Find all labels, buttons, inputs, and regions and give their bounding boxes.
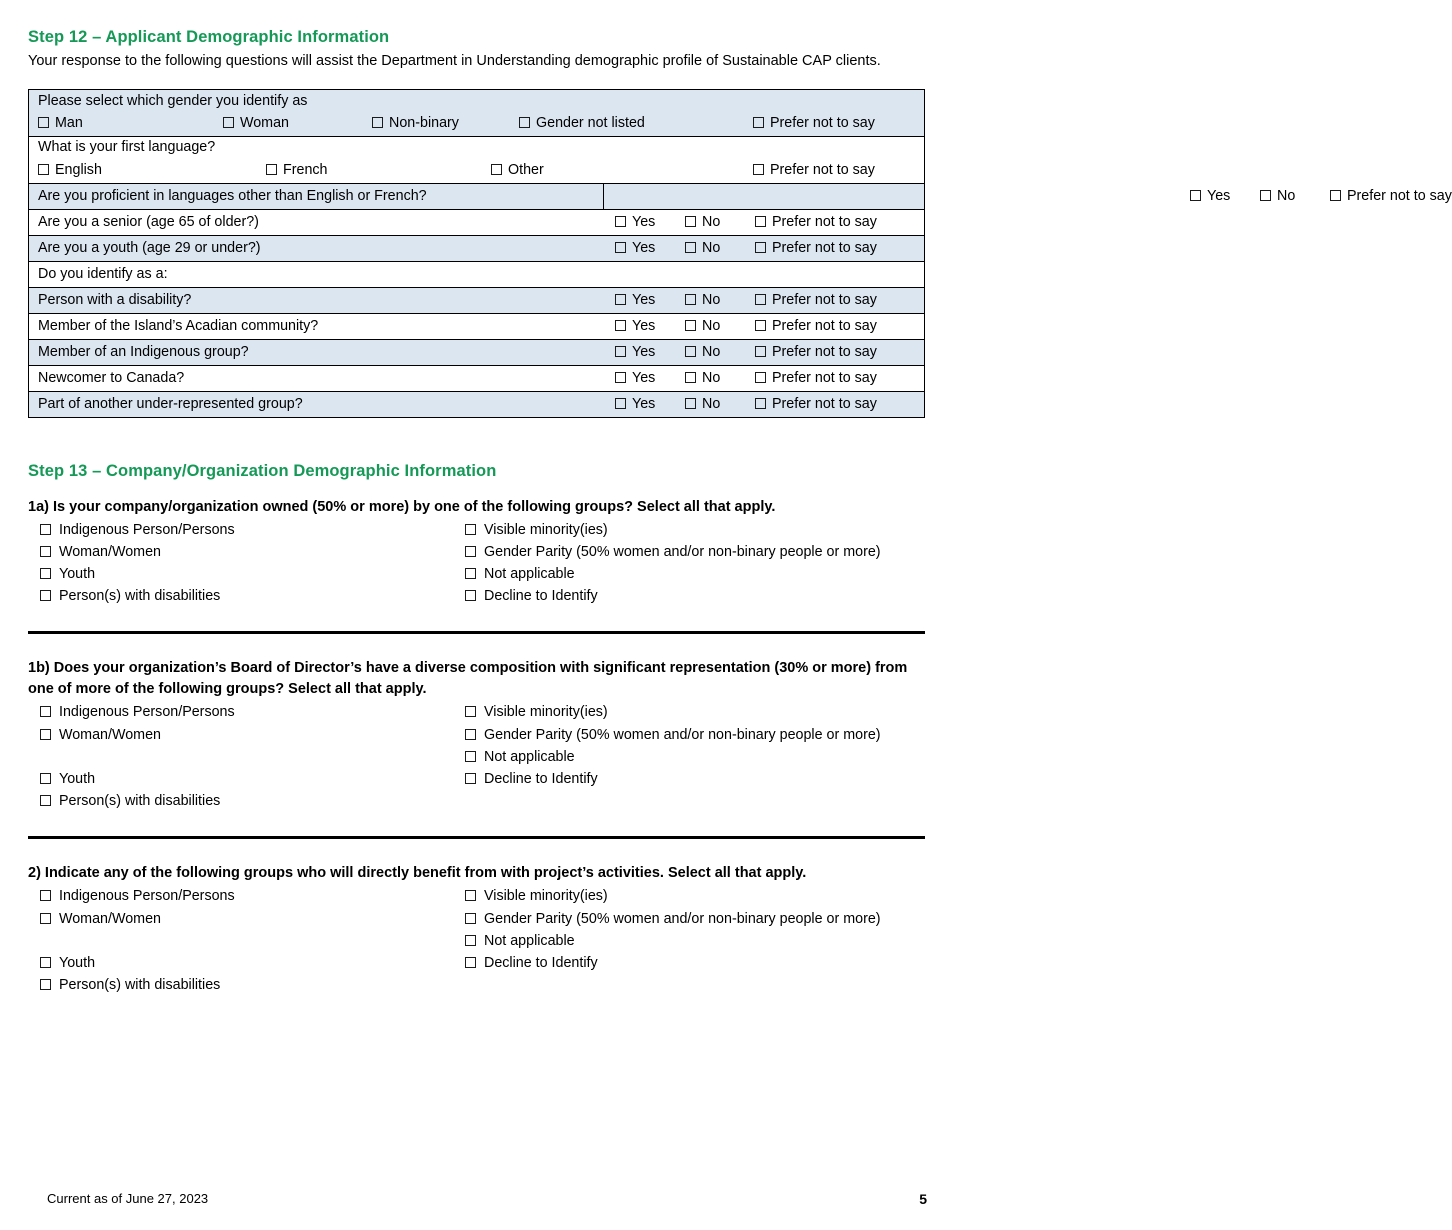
checkbox-icon[interactable] xyxy=(465,890,476,901)
checkbox-option-visible-minority[interactable] xyxy=(465,701,885,723)
checkbox-icon[interactable] xyxy=(38,117,49,128)
question-text: Person with a disability? xyxy=(38,291,192,308)
option-column-right xyxy=(465,519,905,608)
checkbox-icon[interactable] xyxy=(465,524,476,535)
checkbox-option-no[interactable] xyxy=(685,210,720,235)
checkbox-icon[interactable] xyxy=(40,524,51,535)
checkbox-option-decline-to-identify[interactable] xyxy=(465,952,885,974)
step-13-section xyxy=(28,462,925,997)
option-label: No xyxy=(702,369,721,386)
table-row-disability xyxy=(29,287,924,313)
question-label xyxy=(38,314,318,339)
option-label: No xyxy=(702,317,721,334)
checkbox-icon[interactable] xyxy=(755,398,766,409)
option-label: Prefer not to say xyxy=(772,239,877,256)
table-row-indigenous xyxy=(29,339,924,365)
checkbox-option-no[interactable] xyxy=(685,288,720,313)
checkbox-option-gender-parity[interactable] xyxy=(465,724,885,746)
option-label: Yes xyxy=(632,369,656,386)
question-2-options xyxy=(40,885,925,996)
checkbox-option-no[interactable] xyxy=(685,236,720,261)
question-label xyxy=(38,236,261,261)
option-label: Woman/Women xyxy=(59,726,161,743)
checkbox-icon[interactable] xyxy=(615,216,626,227)
option-label: Gender Parity (50% women and/or non-binary people or more) xyxy=(484,910,881,927)
table-row-gender-prompt xyxy=(29,90,924,111)
question-cell xyxy=(29,339,924,365)
checkbox-option-youth[interactable] xyxy=(40,768,465,790)
table-row-youth xyxy=(29,235,924,261)
option-label: Decline to Identify xyxy=(484,588,598,605)
identify-prompt-cell xyxy=(29,261,924,287)
checkbox-option-indigenous[interactable] xyxy=(40,519,465,541)
checkbox-option-yes[interactable] xyxy=(615,288,655,313)
question-2-text: 2) Indicate any of the following groups who will directly benefit from with project’s activities. Select all that apply. xyxy=(28,865,807,882)
question-text: Part of another under-represented group? xyxy=(38,395,303,412)
option-label: Prefer not to say xyxy=(772,369,877,386)
option-label: No xyxy=(702,239,721,256)
checkbox-icon[interactable] xyxy=(266,164,277,175)
checkbox-icon[interactable] xyxy=(755,346,766,357)
checkbox-icon[interactable] xyxy=(465,751,476,762)
option-label: Gender Parity (50% women and/or non-binary people or more) xyxy=(484,726,881,743)
checkbox-icon[interactable] xyxy=(685,216,696,227)
checkbox-option-prefer-not-to-say[interactable] xyxy=(755,236,877,261)
checkbox-icon[interactable] xyxy=(519,117,530,128)
gender-options-cell xyxy=(29,111,924,137)
option-label: Prefer not to say xyxy=(770,161,875,178)
checkbox-option-woman[interactable] xyxy=(40,724,465,746)
checkbox-option-woman[interactable] xyxy=(40,541,465,563)
option-label: Not applicable xyxy=(484,565,575,582)
option-label: Not applicable xyxy=(484,932,575,949)
answer-group xyxy=(603,184,1452,209)
option-column-left xyxy=(40,519,465,608)
option-label: Visible minority(ies) xyxy=(484,521,608,538)
option-label: Youth xyxy=(59,565,96,582)
checkbox-icon[interactable] xyxy=(40,729,51,740)
option-column-left xyxy=(40,701,465,812)
checkbox-option-prefer-not-to-say[interactable] xyxy=(755,288,877,313)
question-text: Are you a senior (age 65 of older?) xyxy=(38,213,259,230)
option-label: Indigenous Person/Persons xyxy=(59,704,235,721)
question-label xyxy=(38,210,259,235)
checkbox-option-no[interactable] xyxy=(685,366,720,391)
checkbox-icon[interactable] xyxy=(372,117,383,128)
question-cell xyxy=(29,365,924,391)
checkbox-option-prefer-not-to-say[interactable] xyxy=(755,210,877,235)
option-label: Person(s) with disabilities xyxy=(59,793,221,810)
checkbox-icon[interactable] xyxy=(491,164,502,175)
option-label: Yes xyxy=(1207,187,1231,204)
checkbox-icon[interactable] xyxy=(615,320,626,331)
option-column-right xyxy=(465,885,885,974)
checkbox-icon[interactable] xyxy=(223,117,234,128)
checkbox-icon[interactable] xyxy=(755,294,766,305)
checkbox-option-not-applicable[interactable] xyxy=(465,930,885,952)
option-label: Person(s) with disabilities xyxy=(59,977,221,994)
step-12-intro-text: Your response to the following questions will assist the Department in Understanding demographic profile of Sustainable CAP clients. xyxy=(28,53,881,69)
question-cell xyxy=(29,183,1452,209)
option-label: No xyxy=(702,343,721,360)
checkbox-icon[interactable] xyxy=(40,568,51,579)
question-text: Member of an Indigenous group? xyxy=(38,343,249,360)
checkbox-option-youth[interactable] xyxy=(40,952,465,974)
checkbox-icon[interactable] xyxy=(40,773,51,784)
option-label: Indigenous Person/Persons xyxy=(59,521,235,538)
table-row-proficiency xyxy=(29,183,924,209)
question-label xyxy=(38,184,427,209)
checkbox-option-visible-minority[interactable] xyxy=(465,519,905,541)
option-label: Decline to Identify xyxy=(484,954,598,971)
checkbox-icon[interactable] xyxy=(465,706,476,717)
checkbox-icon[interactable] xyxy=(465,773,476,784)
question-1a-block xyxy=(28,497,925,608)
checkbox-icon[interactable] xyxy=(685,320,696,331)
checkbox-option-language-prefer-not-to-say[interactable] xyxy=(753,160,875,181)
checkbox-icon[interactable] xyxy=(1190,190,1201,201)
checkbox-icon[interactable] xyxy=(40,890,51,901)
checkbox-option-disabilities[interactable] xyxy=(40,974,465,996)
checkbox-icon[interactable] xyxy=(40,795,51,806)
checkbox-option-no[interactable] xyxy=(685,340,720,365)
option-label: Youth xyxy=(59,770,96,787)
question-cell xyxy=(29,287,924,313)
checkbox-icon[interactable] xyxy=(1260,190,1271,201)
checkbox-icon[interactable] xyxy=(753,164,764,175)
question-cell xyxy=(29,209,924,235)
option-label: Prefer not to say xyxy=(772,343,877,360)
table-row-senior xyxy=(29,209,924,235)
option-label: Woman/Women xyxy=(59,543,161,560)
option-label: English xyxy=(55,161,102,178)
option-label: Person(s) with disabilities xyxy=(59,588,221,605)
option-label: Woman xyxy=(240,115,289,131)
checkbox-option-gender-prefer-not-to-say[interactable] xyxy=(753,113,875,134)
option-label: No xyxy=(702,395,721,412)
option-label: No xyxy=(1277,187,1296,204)
language-prompt-label: What is your first language? xyxy=(38,139,216,156)
table-row-identify-prompt xyxy=(29,261,924,287)
page-content xyxy=(28,28,1452,996)
checkbox-option-no[interactable] xyxy=(1260,184,1295,209)
checkbox-icon[interactable] xyxy=(755,372,766,383)
checkbox-option-yes[interactable] xyxy=(615,210,655,235)
checkbox-option-english[interactable] xyxy=(38,160,102,181)
identify-prompt-label: Do you identify as a: xyxy=(38,265,168,282)
option-label: Prefer not to say xyxy=(772,213,877,230)
footer-current-as-of: Current as of June 27, 2023 xyxy=(47,1191,209,1206)
checkbox-option-no[interactable] xyxy=(685,314,720,339)
question-label xyxy=(38,392,303,417)
section-divider-2 xyxy=(28,836,925,839)
table-row-language-options xyxy=(29,158,924,184)
checkbox-option-non-binary[interactable] xyxy=(372,113,459,134)
checkbox-option-prefer-not-to-say[interactable] xyxy=(1330,184,1452,209)
option-label: Prefer not to say xyxy=(770,115,875,131)
question-cell xyxy=(29,391,924,417)
checkbox-icon[interactable] xyxy=(465,546,476,557)
checkbox-icon[interactable] xyxy=(755,242,766,253)
checkbox-icon[interactable] xyxy=(755,320,766,331)
question-text: Member of the Island’s Acadian community? xyxy=(38,317,319,334)
checkbox-option-disabilities[interactable] xyxy=(40,585,465,607)
checkbox-icon[interactable] xyxy=(615,346,626,357)
language-options-cell xyxy=(29,158,924,184)
checkbox-option-yes[interactable] xyxy=(615,314,655,339)
checkbox-icon[interactable] xyxy=(40,957,51,968)
option-label: Non-binary xyxy=(389,115,459,131)
step-13-heading: Step 13 – Company/Organization Demographic Information xyxy=(28,461,497,480)
checkbox-icon[interactable] xyxy=(685,372,696,383)
checkbox-icon[interactable] xyxy=(685,242,696,253)
gender-prompt-cell xyxy=(29,90,924,111)
question-cell xyxy=(29,235,924,261)
checkbox-icon[interactable] xyxy=(40,706,51,717)
option-label: Yes xyxy=(632,291,656,308)
checkbox-option-visible-minority[interactable] xyxy=(465,885,885,907)
checkbox-icon[interactable] xyxy=(40,979,51,990)
question-1b-options xyxy=(40,701,925,812)
demographic-table xyxy=(28,89,1452,418)
option-label: Not applicable xyxy=(484,748,575,765)
question-label xyxy=(38,366,184,391)
checkbox-option-yes[interactable] xyxy=(615,366,655,391)
table-row-gender-options xyxy=(29,111,924,137)
checkbox-icon[interactable] xyxy=(615,242,626,253)
checkbox-option-yes[interactable] xyxy=(1190,184,1230,209)
question-text: Newcomer to Canada? xyxy=(38,369,185,386)
option-label: Gender Parity (50% women and/or non-binary people or more) xyxy=(484,543,881,560)
option-label: Prefer not to say xyxy=(772,291,877,308)
table-row-language-prompt xyxy=(29,137,924,158)
language-prompt-cell xyxy=(29,137,924,158)
footer-page-number: 5 xyxy=(919,1191,927,1207)
checkbox-icon[interactable] xyxy=(40,913,51,924)
option-label: Yes xyxy=(632,343,656,360)
checkbox-option-gender-parity[interactable] xyxy=(465,908,885,930)
option-label: Man xyxy=(55,115,83,131)
checkbox-icon[interactable] xyxy=(685,346,696,357)
checkbox-option-french[interactable] xyxy=(266,160,328,181)
checkbox-icon[interactable] xyxy=(40,546,51,557)
checkbox-icon[interactable] xyxy=(685,398,696,409)
question-1a-options xyxy=(40,519,925,608)
checkbox-icon[interactable] xyxy=(38,164,49,175)
question-1a-text: 1a) Is your company/organization owned (50% or more) by one of the following groups? Select all that apply. xyxy=(28,498,776,515)
checkbox-option-yes[interactable] xyxy=(615,236,655,261)
checkbox-icon[interactable] xyxy=(465,590,476,601)
option-label: Visible minority(ies) xyxy=(484,704,608,721)
checkbox-option-prefer-not-to-say[interactable] xyxy=(755,392,877,417)
table-row-newcomer xyxy=(29,365,924,391)
checkbox-option-gender-parity[interactable] xyxy=(465,541,905,563)
option-label: Prefer not to say xyxy=(772,317,877,334)
checkbox-icon[interactable] xyxy=(685,294,696,305)
step-12-heading: Step 12 – Applicant Demographic Information xyxy=(28,28,390,46)
checkbox-icon[interactable] xyxy=(755,216,766,227)
checkbox-icon[interactable] xyxy=(465,913,476,924)
option-label: Yes xyxy=(632,395,656,412)
checkbox-icon[interactable] xyxy=(465,935,476,946)
checkbox-option-disabilities[interactable] xyxy=(40,790,465,812)
checkbox-option-prefer-not-to-say[interactable] xyxy=(755,340,877,365)
option-label: Woman/Women xyxy=(59,910,161,927)
question-1b-block xyxy=(28,658,925,812)
option-label: Indigenous Person/Persons xyxy=(59,888,235,905)
checkbox-option-prefer-not-to-say[interactable] xyxy=(755,366,877,391)
checkbox-option-no[interactable] xyxy=(685,392,720,417)
page-footer xyxy=(47,1191,927,1207)
checkbox-icon[interactable] xyxy=(40,590,51,601)
checkbox-option-woman[interactable] xyxy=(223,113,289,134)
section-divider-1 xyxy=(28,631,925,634)
option-label: Decline to Identify xyxy=(484,770,598,787)
option-label: Yes xyxy=(632,213,656,230)
option-label: Visible minority(ies) xyxy=(484,888,608,905)
option-label: Yes xyxy=(632,239,656,256)
checkbox-option-other-language[interactable] xyxy=(491,160,544,181)
table-row-other-underrepresented xyxy=(29,391,924,417)
option-label: Prefer not to say xyxy=(772,395,877,412)
question-text: Are you a youth (age 29 or under?) xyxy=(38,239,261,256)
checkbox-icon[interactable] xyxy=(615,372,626,383)
checkbox-option-woman[interactable] xyxy=(40,908,465,930)
checkbox-option-indigenous[interactable] xyxy=(40,885,465,907)
option-label: French xyxy=(283,161,328,178)
layout-spacer xyxy=(40,746,465,768)
checkbox-icon[interactable] xyxy=(465,568,476,579)
gender-prompt-label: Please select which gender you identify as xyxy=(38,92,308,109)
checkbox-option-decline-to-identify[interactable] xyxy=(465,768,885,790)
question-2-block xyxy=(28,863,925,996)
option-label: No xyxy=(702,291,721,308)
option-label: Gender not listed xyxy=(536,115,645,131)
checkbox-icon[interactable] xyxy=(753,117,764,128)
option-label: Yes xyxy=(632,317,656,334)
checkbox-icon[interactable] xyxy=(465,729,476,740)
checkbox-option-indigenous[interactable] xyxy=(40,701,465,723)
option-label: No xyxy=(702,213,721,230)
question-label xyxy=(38,340,249,365)
checkbox-option-youth[interactable] xyxy=(40,563,465,585)
table-row-acadian xyxy=(29,313,924,339)
checkbox-option-decline-to-identify[interactable] xyxy=(465,585,905,607)
checkbox-icon[interactable] xyxy=(465,957,476,968)
checkbox-icon[interactable] xyxy=(615,398,626,409)
checkbox-option-yes[interactable] xyxy=(615,340,655,365)
checkbox-option-man[interactable] xyxy=(38,113,83,134)
checkbox-icon[interactable] xyxy=(615,294,626,305)
option-label: Youth xyxy=(59,954,96,971)
question-label xyxy=(38,288,191,313)
checkbox-option-not-applicable[interactable] xyxy=(465,563,905,585)
checkbox-icon[interactable] xyxy=(1330,190,1341,201)
layout-spacer xyxy=(40,930,465,952)
checkbox-option-prefer-not-to-say[interactable] xyxy=(755,314,877,339)
checkbox-option-not-applicable[interactable] xyxy=(465,746,885,768)
option-label: Other xyxy=(508,161,544,178)
checkbox-option-gender-not-listed[interactable] xyxy=(519,113,645,134)
question-1b-text: 1b) Does your organization’s Board of Director’s have a diverse composition with significant representation (30% or more) from one of more of the following groups? Select all that apply. xyxy=(28,660,908,698)
question-text: Are you proficient in languages other than English or French? xyxy=(38,187,427,204)
checkbox-option-yes[interactable] xyxy=(615,392,655,417)
question-cell xyxy=(29,313,924,339)
option-column-left xyxy=(40,885,465,996)
option-label: Prefer not to say xyxy=(1347,187,1452,204)
option-column-right xyxy=(465,701,885,790)
